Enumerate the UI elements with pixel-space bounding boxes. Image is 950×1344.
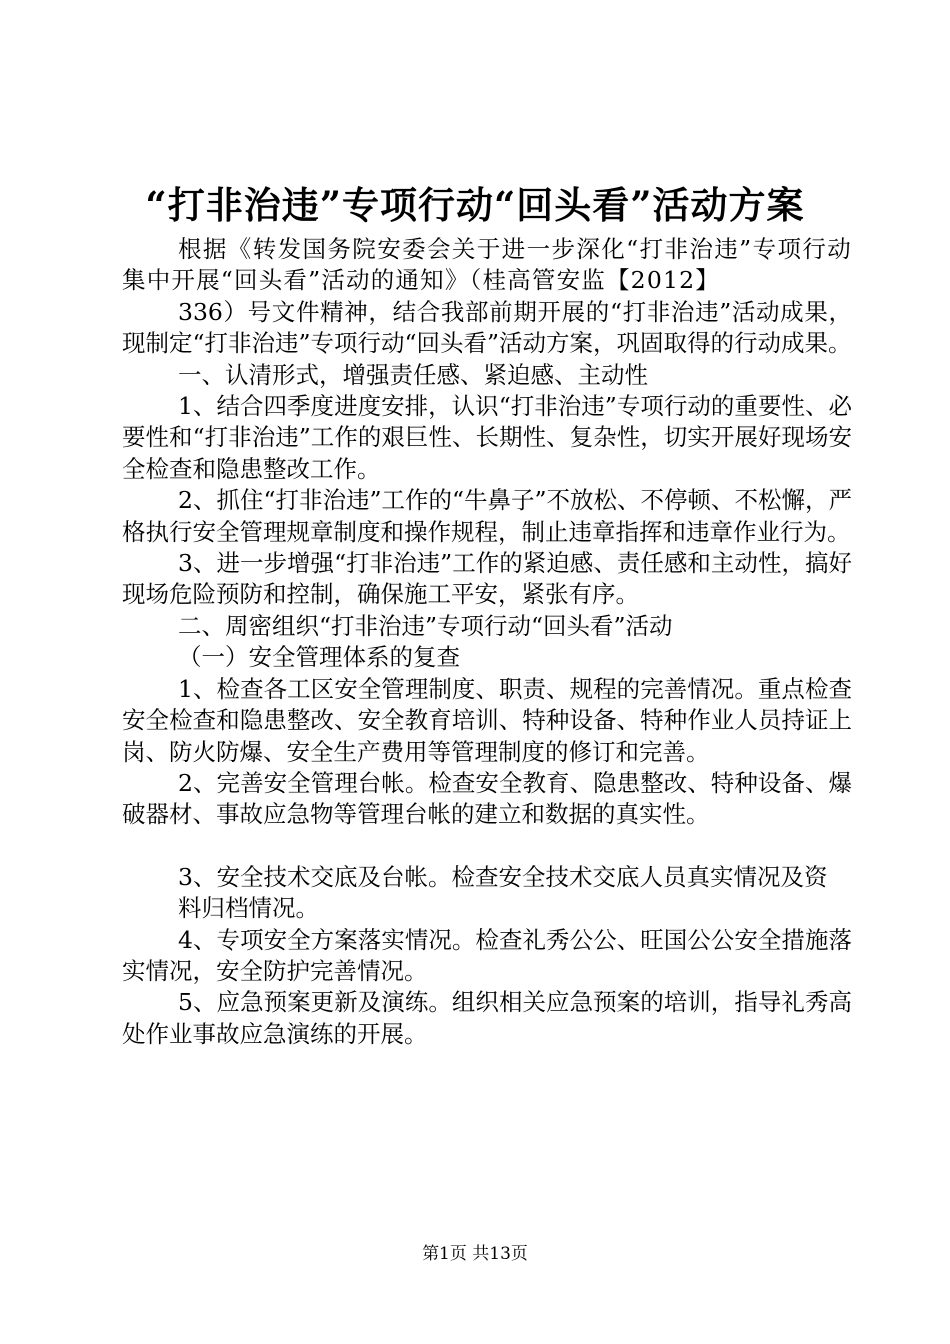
paragraph-item-1-3: 3、进一步增强“打非治违”工作的紧迫感、责任感和主动性，搞好现场危险预防和控制，确保施工平安，紧张有序。 [122, 549, 852, 609]
paragraph-item-2-3: 3、安全技术交底及台帐。检查安全技术交底人员真实情况及资 [178, 862, 828, 891]
paragraph-intro-continued: 336）号文件精神，结合我部前期开展的“打非治违”活动成果，现制定“打非治违”专项行动“回头看”活动方案，巩固取得的行动成果。 [122, 297, 852, 358]
subsection-heading-2-1: （一）安全管理体系的复查 [178, 643, 460, 672]
section-heading-2: 二、周密组织“打非治违”专项行动“回头看”活动 [178, 611, 673, 640]
paragraph-item-2-1: 1、检查各工区安全管理制度、职责、规程的完善情况。重点检查安全检查和隐患整改、安全教育培训、特种设备、特种作业人员持证上岗、防火防爆、安全生产费用等管理制度的修订和完善。 [122, 674, 852, 766]
paragraph-item-2-5: 5、应急预案更新及演练。组织相关应急预案的培训，指导礼秀高处作业事故应急演练的开展。 [122, 988, 852, 1048]
section-heading-1: 一、认清形式，增强责任感、紧迫感、主动性 [178, 360, 648, 389]
paragraph-item-2-4: 4、专项安全方案落实情况。检查礼秀公公、旺国公公安全措施落实情况，安全防护完善情况。 [122, 925, 852, 985]
paragraph-item-1-1: 1、结合四季度进度安排，认识“打非治违”专项行动的重要性、必要性和“打非治违”工作的艰巨性、长期性、复杂性，切实开展好现场安全检查和隐患整改工作。 [122, 392, 852, 483]
document-title: “打非治违”专项行动“回头看”活动方案 [145, 183, 805, 227]
document-body [122, 234, 852, 1050]
paragraph-item-1-2: 2、抓住“打非治违”工作的“牛鼻子”不放松、不停顿、不松懈，严格执行安全管理规章制度和操作规程，制止违章指挥和违章作业行为。 [122, 486, 853, 546]
paragraph-item-2-3-continued: 料归档情况。 [178, 894, 319, 923]
paragraph-intro: 根据《转发国务院安委会关于进一步深化“打非治违”专项行动集中开展“回头看”活动的通知》（桂高管安监【2012】 [122, 235, 852, 295]
page-number-footer: 第1页 共13页 [422, 1244, 528, 1264]
paragraph-item-2-2: 2、完善安全管理台帐。检查安全教育、隐患整改、特种设备、爆破器材、事故应急物等管理台帐的建立和数据的真实性。 [122, 768, 852, 829]
